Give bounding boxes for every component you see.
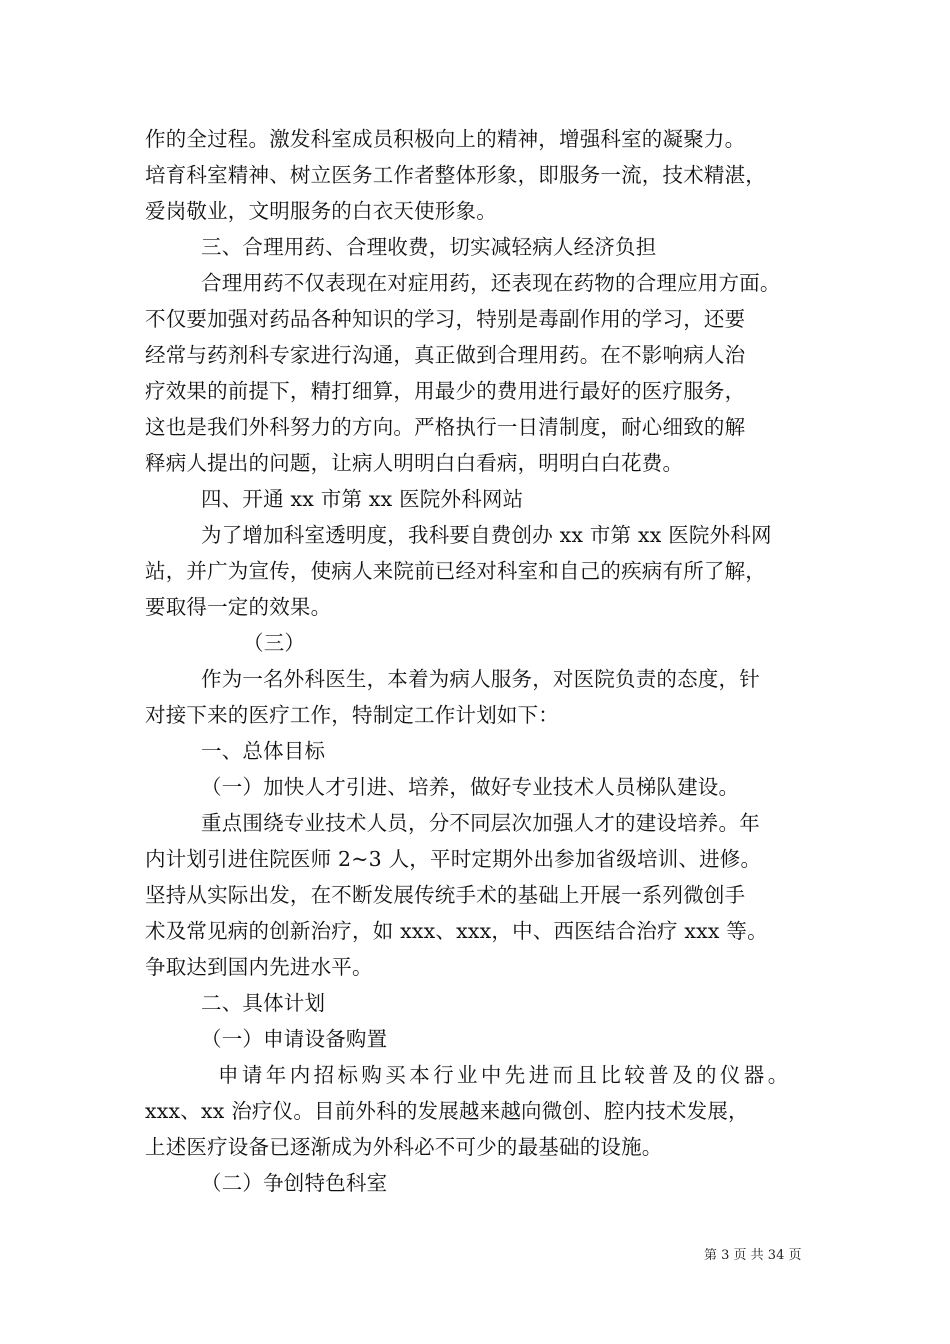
body-text-line: 培育科室精神、树立医务工作者整体形象，即服务一流，技术精湛， [145, 163, 766, 187]
subsection-heading: （二）争创特色科室 [201, 1171, 388, 1195]
body-text-line: 爱岗敬业，文明服务的白衣天使形象。 [145, 199, 497, 223]
section-heading: 三、合理用药、合理收费，切实减轻病人经济负担 [201, 235, 657, 259]
body-text-line: 站，并广为宣传，使病人来院前已经对科室和自己的疾病有所了解， [145, 559, 766, 583]
body-text-line: 作的全过程。激发科室成员积极向上的精神，增强科室的凝聚力。 [145, 127, 746, 151]
body-text-line: 对接下来的医疗工作，特制定工作计划如下： [145, 703, 559, 727]
body-text-line: 上述医疗设备已逐渐成为外科必不可少的最基础的设施。 [145, 1135, 663, 1159]
part-heading: （三） [243, 631, 306, 655]
section-heading: 四、开通 xx 市第 xx 医院外科网站 [201, 487, 524, 511]
body-text-line: 释病人提出的问题，让病人明明白白看病，明明白白花费。 [145, 451, 684, 475]
section-heading: 一、总体目标 [201, 739, 326, 763]
subsection-heading: （一）申请设备购置 [201, 1027, 388, 1051]
section-heading: 二、具体计划 [201, 991, 326, 1015]
body-text-line: 合理用药不仅表现在对症用药，还表现在药物的合理应用方面。 [201, 271, 781, 295]
body-text-line: 坚持从实际出发，在不断发展传统手术的基础上开展一系列微创手 [145, 883, 746, 907]
body-text-line: 内计划引进住院医师 2~3 人，平时定期外出参加省级培训、进修。 [145, 847, 762, 871]
body-text-line: 疗效果的前提下，精打细算，用最少的费用进行最好的医疗服务， [145, 379, 746, 403]
body-text-line: xxx、xx 治疗仪。目前外科的发展越来越向微创、腔内技术发展， [145, 1099, 749, 1123]
body-text-line: 作为一名外科医生，本着为病人服务，对医院负责的态度，针 [201, 667, 760, 691]
page-number: 第 3 页 共 34 页 [704, 1248, 802, 1263]
body-text-line: 要取得一定的效果。 [145, 595, 332, 619]
body-text-line: 申请年内招标购买本行业中先进而且比较普及的仪器。 [218, 1063, 792, 1087]
body-text-line: 重点围绕专业技术人员，分不同层次加强人才的建设培养。年 [201, 811, 760, 835]
body-text-line: 不仅要加强对药品各种知识的学习，特别是毒副作用的学习，还要 [145, 307, 746, 331]
subsection-heading: （一）加快人才引进、培养，做好专业技术人员梯队建设。 [201, 775, 740, 799]
body-text-line: 这也是我们外科努力的方向。严格执行一日清制度，耐心细致的解 [145, 415, 746, 439]
body-text-line: 为了增加科室透明度，我科要自费创办 xx 市第 xx 医院外科网 [201, 523, 772, 547]
body-text-line: 争取达到国内先进水平。 [145, 955, 373, 979]
body-text-line: 术及常见病的创新治疗，如 xxx、xxx，中、西医结合治疗 xxx 等。 [145, 919, 768, 943]
body-text-line: 经常与药剂科专家进行沟通，真正做到合理用药。在不影响病人治 [145, 343, 746, 367]
